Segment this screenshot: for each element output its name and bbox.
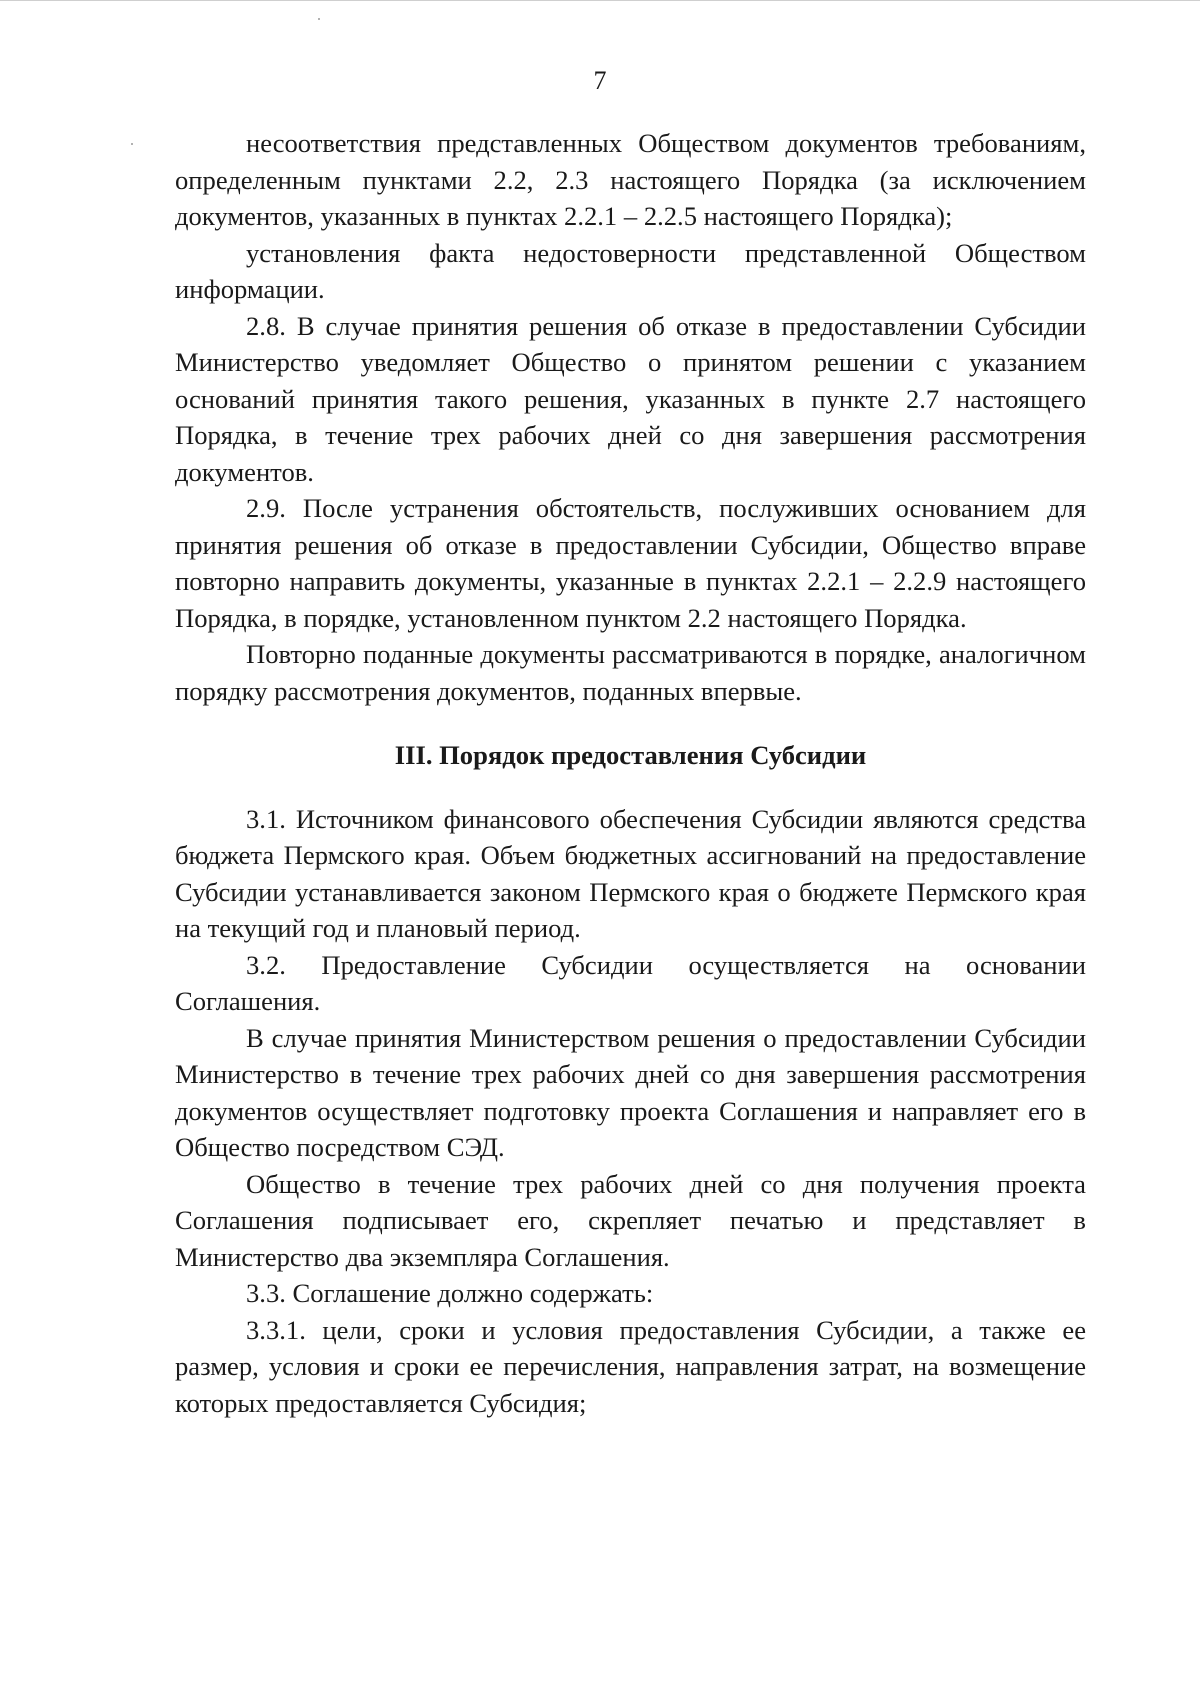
scan-speck — [131, 143, 133, 145]
paragraph: 3.3.1. цели, сроки и условия предоставления Субсидии, а также ее размер, условия и сроки ее перечисления, направления затрат, на возмещение которых предоставляется Субсидия; — [175, 1314, 1086, 1418]
document-body — [175, 125, 1086, 1421]
paragraph: установления факта недостоверности представленной Обществом информации. — [175, 237, 1086, 304]
paragraph: В случае принятия Министерством решения о предоставлении Субсидии Министерство в течение трех рабочих дней со дня завершения рассмотрения документов осуществляет подготовку проекта Соглашения и направляет его в Общество посредством СЭД. — [175, 1022, 1086, 1162]
paragraph: 2.9. После устранения обстоятельств, послуживших основанием для принятия решения об отказе в предоставлении Субсидии, Общество вправе повторно направить документы, указанные в пунктах 2.2.1 – 2.2.9 настоящего Порядка, в порядке, установленном пунктом 2.2 настоящего Порядка. — [175, 493, 1086, 633]
page-number: 7 — [593, 66, 607, 95]
section-heading: III. Порядок предоставления Субсидии — [394, 740, 867, 770]
paragraph: 3.2. Предоставление Субсидии осуществляется на основании Соглашения. — [175, 949, 1086, 1016]
paragraph: 3.1. Источником финансового обеспечения Субсидии являются средства бюджета Пермского края. Объем бюджетных ассигнований на предоставление Субсидии устанавливается законом Пермского края о бюджете Пермского края на текущий год и плановый период. — [175, 803, 1086, 943]
paragraph: 3.3. Соглашение должно содержать: — [246, 1278, 654, 1308]
paragraph: Общество в течение трех рабочих дней со дня получения проекта Соглашения подписывает его, скрепляет печатью и представляет в Министерство два экземпляра Соглашения. — [175, 1168, 1086, 1272]
paragraph: несоответствия представленных Обществом документов требованиям, определенным пунктами 2.2, 2.3 настоящего Порядка (за исключением документов, указанных в пунктах 2.2.1 – 2.2.5 настоящего Порядка); — [175, 128, 1086, 231]
paragraph: Повторно поданные документы рассматриваются в порядке, аналогичном порядку рассмотрения документов, поданных впервые. — [175, 639, 1086, 706]
paragraph: 2.8. В случае принятия решения об отказе в предоставлении Субсидии Министерство уведомляет Общество о принятом решении с указанием оснований принятия такого решения, указанных в пункте 2.7 настоящего Порядка, в течение трех рабочих дней со дня завершения рассмотрения документов. — [175, 310, 1086, 487]
scan-edge — [0, 0, 1200, 1]
scan-speck — [318, 18, 320, 20]
